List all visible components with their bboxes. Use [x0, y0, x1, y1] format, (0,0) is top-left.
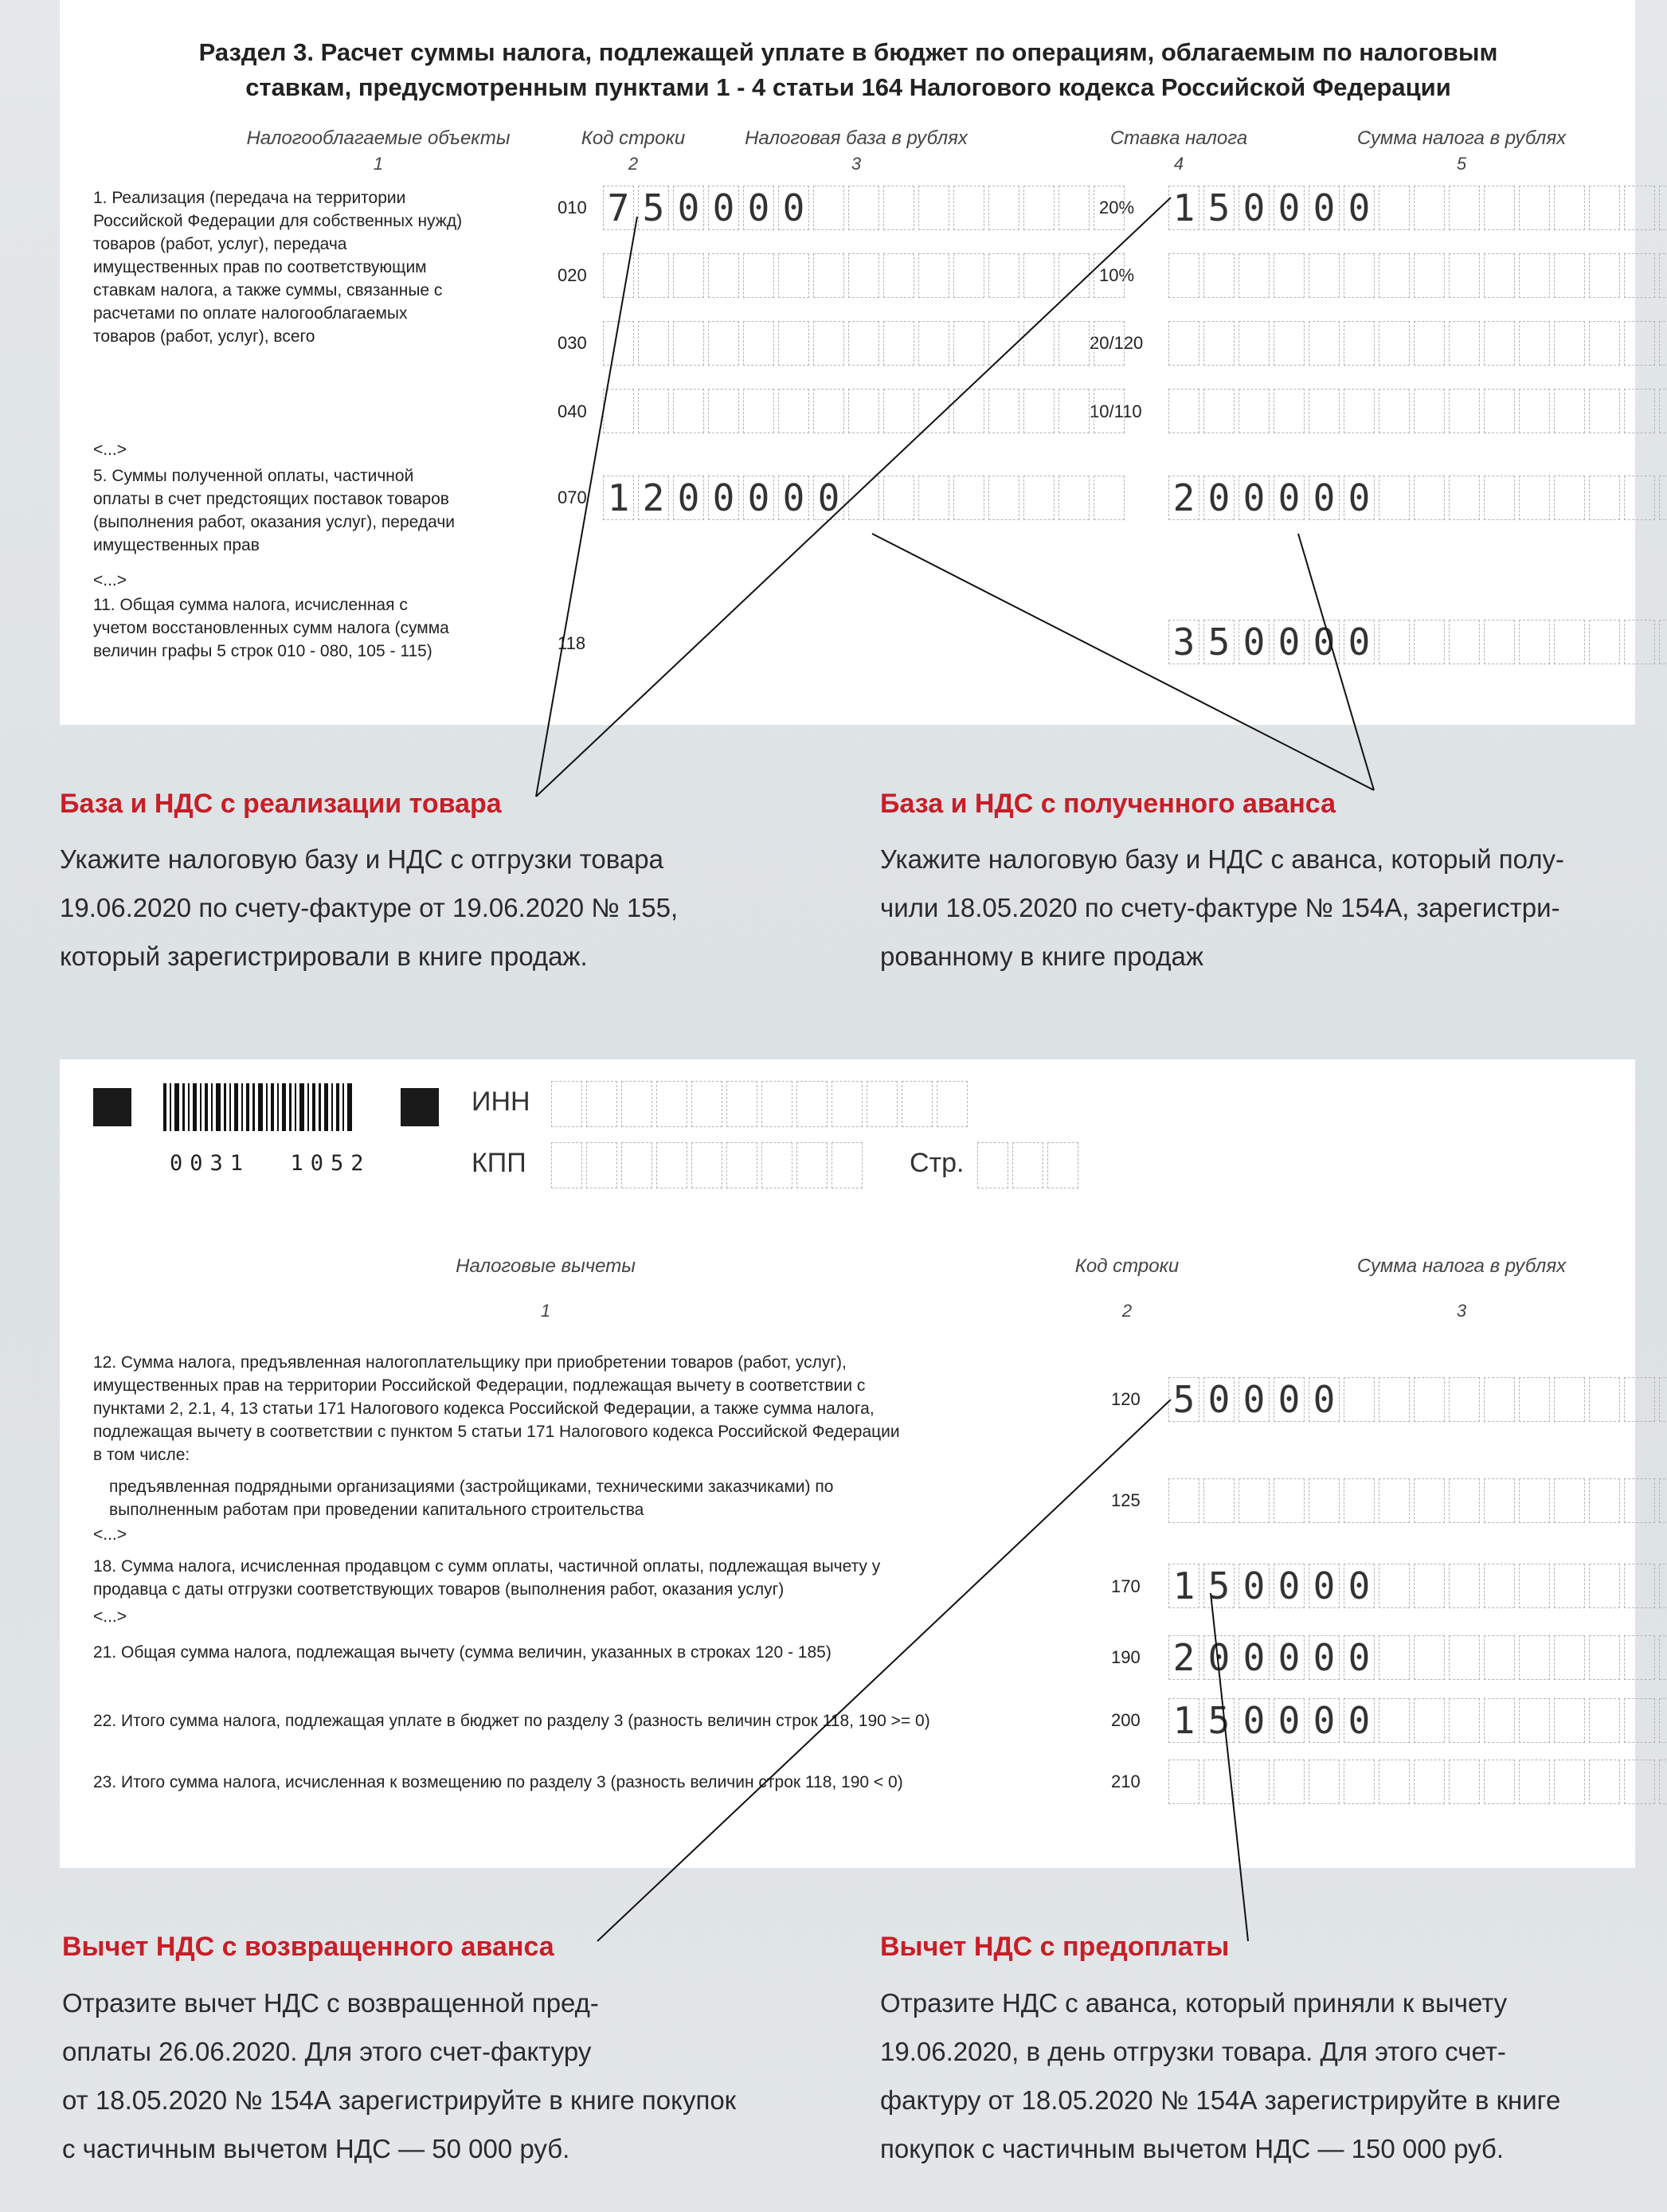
tax-rate: 10%	[1099, 265, 1135, 285]
digit-cell: 0	[1274, 186, 1305, 230]
digit-cell: 2	[638, 476, 669, 520]
digit-cell: 0	[743, 186, 774, 230]
header-base: Налоговая база в рублях	[745, 127, 968, 149]
digit-cell: 0	[1309, 1698, 1340, 1743]
digit-cell: 0	[673, 476, 704, 520]
digit-cell: 0	[673, 186, 704, 230]
row-desc-1: 1. Реализация (передача на территории Российской Федерации для собственных нужд) товаров (работ, услуг), передача имущественных прав по соответствующим ставкам налога, а также суммы, связанные с расчетами по оплате налогооблагаемых товаров (работ, услуг), всего	[93, 189, 463, 346]
digit-cell: 0	[778, 186, 809, 230]
digit-cell: 0	[1274, 620, 1305, 664]
inn-label: ИНН	[472, 1086, 530, 1117]
tax-rate: 20/120	[1090, 333, 1144, 353]
digit-cell: 0	[1203, 476, 1235, 520]
callout-line	[536, 198, 1171, 797]
digit-cell: 0	[1344, 476, 1375, 520]
digit-cell: 0	[1309, 476, 1340, 520]
page-label: Стр.	[910, 1148, 965, 1178]
digit-cell: 0	[1344, 1564, 1375, 1608]
line-code: 190	[1111, 1647, 1141, 1667]
row-desc-12-sub: предъявленная подрядными организациями (застройщиками, техническими заказчиками) по выполненным работам при проведении капитального строительства	[109, 1478, 834, 1519]
tax-rate: 10/110	[1090, 401, 1142, 421]
digit-cell: 5	[1203, 1564, 1235, 1608]
digit-cell: 2	[1168, 1635, 1199, 1680]
digit-cell: 1	[1168, 1698, 1199, 1743]
caption-title-sale: База и НДС с реализации товара	[60, 789, 502, 819]
digit-cell: 7	[603, 186, 634, 230]
colnum-1: 1	[373, 154, 384, 174]
line-code: 210	[1111, 1772, 1141, 1791]
tax-rate: 20%	[1099, 198, 1135, 217]
caption-title-prepayment: Вычет НДС с предоплаты	[880, 1932, 1230, 1962]
callout-line	[1298, 534, 1374, 790]
kpp-label: КПП	[472, 1148, 526, 1178]
caption-text-prepayment: Отразите НДС с аванса, который приняли к вычету 19.06.2020, в день отгрузки товара. Для этого счет- фактуру от 18.05.2020 № 154А зарегистрируйте в книге покупок с частичным вычетом НДС — 150 000 руб.	[880, 1988, 1561, 2163]
caption-text-returned-advance: Отразите вычет НДС с возвращенной пред- оплаты 26.06.2020. Для этого счет-фактуру от 18.05.2020 № 154А зарегистрируйте в книге покупок с частичным вычетом НДС — 50 000 руб.	[62, 1988, 737, 2163]
digit-cell: 3	[1168, 620, 1199, 664]
line-code: 170	[1111, 1576, 1141, 1596]
digit-cell: 0	[1309, 1377, 1340, 1422]
digit-cell: 0	[1203, 1635, 1235, 1680]
line-code: 118	[558, 633, 586, 653]
digit-cell: 2	[1168, 476, 1199, 520]
callout-line	[597, 1400, 1171, 1941]
row-desc-23: 23. Итого сумма налога, исчисленная к возмещению по разделу 3 (разность величин строк 118, 190 < 0)	[93, 1773, 903, 1791]
digit-cell: 0	[708, 476, 739, 520]
digit-cell: 0	[1274, 1698, 1305, 1743]
line-code: 030	[558, 333, 587, 353]
digit-cell: 0	[1309, 620, 1340, 664]
row-desc-22: 22. Итого сумма налога, подлежащая уплате в бюджет по разделу 3 (разность величин строк 118, 190 >= 0)	[93, 1712, 930, 1730]
row-desc-12: 12. Сумма налога, предъявленная налогоплательщику при приобретении товаров (работ, услуг), имущественных прав на территории Российской Федерации, подлежащая вычету в соответствии с пунктами 2, 2.1, 4, 13 статьи 171 Налогового кодекса Российской Федерации, а также сумма налога, подлежащая вычету в соответствии с пунктом 5 статьи 171 Налогового кодекса Российской Федерации в том числе:	[93, 1353, 900, 1464]
digit-cell: 0	[1239, 186, 1270, 230]
ellipsis: <...>	[93, 1525, 127, 1544]
digit-cell: 0	[1344, 620, 1375, 664]
digit-cell: 0	[708, 186, 739, 230]
digit-cell: 0	[1344, 1698, 1375, 1743]
header-objects: Налогооблагаемые объекты	[246, 127, 511, 149]
digit-cell: 0	[1203, 1377, 1235, 1422]
digit-cell: 0	[1309, 1564, 1340, 1608]
line-code: 010	[558, 198, 587, 217]
digit-cell: 5	[638, 186, 669, 230]
digit-cell: 1	[1168, 1564, 1199, 1608]
row-desc-21: 21. Общая сумма налога, подлежащая вычету (сумма величин, указанных в строках 120 - 185)	[93, 1643, 832, 1662]
digit-cell: 0	[1344, 186, 1375, 230]
digit-cell: 0	[1309, 1635, 1340, 1680]
line-code: 040	[558, 401, 587, 421]
line-code: 125	[1111, 1490, 1141, 1510]
digit-cell: 0	[1239, 476, 1270, 520]
line-code: 070	[558, 487, 587, 507]
row-desc-5: 5. Суммы полученной оплаты, частичной оплаты в счет предстоящих поставок товаров (выполнения работ, оказания услуг), передачи имущественных прав	[93, 467, 456, 554]
digit-cell: 0	[813, 476, 844, 520]
callout-line	[1211, 1593, 1248, 1941]
row-desc-18: 18. Сумма налога, исчисленная продавцом с сумм оплаты, частичной оплаты, подлежащая вычету у продавца с даты отгрузки соответствующих товаров (выполнения работ, оказания услуг)	[93, 1557, 881, 1599]
digit-cell: 5	[1168, 1377, 1199, 1422]
digit-cell: 0	[1274, 476, 1305, 520]
caption-title-advance: База и НДС с полученного аванса	[880, 789, 1336, 819]
header-code: Код строки	[1074, 1255, 1180, 1277]
colnum-3: 3	[1456, 1301, 1467, 1321]
digit-cell: 0	[1309, 186, 1340, 230]
header-code: Код строки	[581, 127, 686, 149]
digit-cell: 0	[1274, 1564, 1305, 1608]
colnum-5: 5	[1456, 154, 1467, 174]
caption-text-sale: Укажите налоговую базу и НДС с отгрузки товара 19.06.2020 по счету-фактуре от 19.06.2020 № 155, который зарегистрировали в книге продаж.	[60, 844, 679, 971]
colnum-4: 4	[1173, 154, 1184, 174]
digit-cell: 0	[1239, 1564, 1270, 1608]
ellipsis: <...>	[93, 1607, 127, 1626]
digit-cell: 0	[1344, 1635, 1375, 1680]
colnum-2: 2	[1121, 1301, 1133, 1321]
digit-cell: 5	[1203, 620, 1235, 664]
section-title: Раздел 3. Расчет суммы налога, подлежащей уплате в бюджет по операциям, облагаемым по налоговым ставкам, предусмотренным пунктами 1 - 4 статьи 164 Налогового кодекса Российской Федерации	[198, 38, 1498, 101]
header-tax: Сумма налога в рублях	[1356, 127, 1567, 149]
colnum-3: 3	[851, 154, 862, 174]
digit-cell: 0	[743, 476, 774, 520]
ellipsis: <...>	[93, 440, 127, 459]
digit-cell: 0	[778, 476, 809, 520]
digit-cell: 1	[603, 476, 634, 520]
line-code: 120	[1111, 1389, 1141, 1409]
digit-cell: 0	[1239, 1377, 1270, 1422]
header-tax: Сумма налога в рублях	[1356, 1255, 1567, 1277]
row-desc-11: 11. Общая сумма налога, исчисленная с учетом восстановленных сумм налога (сумма величин графы 5 строк 010 - 080, 105 - 115)	[93, 596, 449, 660]
digit-cell: 0	[1274, 1635, 1305, 1680]
colnum-2: 2	[628, 154, 639, 174]
digit-cell: 5	[1203, 186, 1235, 230]
callout-line	[536, 217, 637, 797]
ellipsis: <...>	[93, 571, 127, 589]
caption-text-advance: Укажите налоговую базу и НДС с аванса, который полу- чили 18.05.2020 по счету-фактуре № 154А, зарегистри- рованному в книге продаж	[880, 844, 1564, 971]
digit-cell: 1	[1168, 186, 1199, 230]
digit-cell: 5	[1203, 1698, 1235, 1743]
digit-cell: 0	[1274, 1377, 1305, 1422]
digit-cell: 0	[1239, 1635, 1270, 1680]
line-code: 200	[1111, 1710, 1141, 1730]
barcode-number: 0031 1052	[170, 1151, 371, 1176]
header-rate: Ставка налога	[1109, 127, 1248, 149]
callout-line	[872, 534, 1374, 790]
colnum-1: 1	[540, 1301, 551, 1321]
digit-cell: 0	[1239, 1698, 1270, 1743]
header-deductions: Налоговые вычеты	[456, 1255, 636, 1277]
digit-cell: 0	[1239, 620, 1270, 664]
caption-title-returned-advance: Вычет НДС с возвращенного аванса	[62, 1932, 554, 1962]
line-code: 020	[558, 265, 587, 285]
